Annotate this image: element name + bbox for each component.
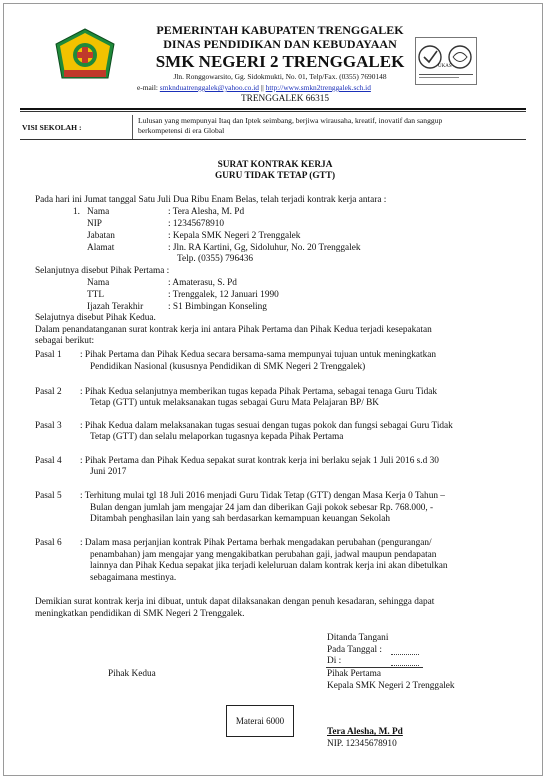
party1-jabatan-label: Jabatan [87,231,115,241]
contact-separator: || [260,83,264,92]
party2-ijazah-label: Ijazah Terakhir [87,302,144,312]
pasal-6-line-3: lainnya dan Pihak Kedua sepakat jika terjadi keleluruan dalam kontrak kerja ini akan dibetulkan [90,561,448,571]
sign-date-blank [391,654,419,655]
pasal-4-line-2: Juni 2017 [90,467,127,477]
pasal-5-label: Pasal 5 [35,491,62,501]
header-department: DINAS PENDIDIKAN DAN KEBUDAYAAN [163,37,397,51]
website-link[interactable]: http://www.smkn2trenggalek.sch.id [265,83,371,92]
sign-ditanda: Ditanda Tangani [327,633,389,643]
party1-phone: Telp. (0355) 796436 [177,254,254,264]
email-link[interactable]: smknduatrenggalek@yahoo.co.id [159,83,259,92]
sign-di: Di : [327,656,342,666]
letterhead-divider [20,108,526,110]
sign-pada-tanggal: Pada Tanggal : [327,645,382,655]
signer-name: Tera Alesha, M. Pd [327,727,403,737]
header-address: Jln. Ronggowarsito, Gg. Sidokmukti, No. 01, Telp/Fax. (0355) 7690148 [173,72,387,81]
pasal-5-line-3: Ditambah penghasilan lain yang sah berdasarkan kemampuan keuangan Sekolah [90,514,390,524]
party1-number: 1. [73,207,80,217]
closing-line-2: meningkatkan pendidikan di SMK Negeri 2 Trenggalek. [35,609,245,619]
party2-closing: Selajutnya disebut Pihak Kedua. [35,313,156,323]
visi-divider [132,115,134,139]
party1-jabatan-value: : Kepala SMK Negeri 2 Trenggalek [168,231,301,241]
party1-nip-value: : 12345678910 [168,219,225,229]
intro-text: Pada hari ini Jumat tanggal Satu Juli Dua Ribu Enam Belas, telah terjadi kontrak kerja antara : [35,195,387,205]
party2-name-value: : Amaterasu, S. Pd [168,278,237,288]
pasal-1-label: Pasal 1 [35,350,62,360]
certification-caption: UKAS [438,64,452,69]
pasal-2-line-1: : Pihak Kedua selanjutnya memberikan tugas kepada Pihak Pertama, sebagai tenaga Guru Tidak [80,387,438,397]
doc-subtitle: GURU TIDAK TETAP (GTT) [214,171,336,181]
school-logo-icon [55,28,115,84]
materai-label: Materai 6000 [235,716,285,726]
pasal-6-label: Pasal 6 [35,538,62,548]
pasal-2-label: Pasal 2 [35,387,62,397]
pasal-6-line-1: : Dalam masa perjanjian kontrak Pihak Pertama berhak mengadakan perubahan (pengurangan/ [80,538,432,548]
party1-alamat-label: Alamat [87,243,115,253]
header-city-zip: TRENGGALEK 66315 [240,94,330,104]
header-contact [137,83,371,92]
sign-place-blank [391,665,419,666]
party1-nip-label: NIP [87,219,102,229]
sign-jabatan: Kepala SMK Negeri 2 Trenggalek [327,681,455,691]
pasal-4-line-1: : Pihak Pertama dan Pihak Kedua sepakat surat kontrak kerja ini berlaku sejak 1 Juli 2016 s.d 30 [80,456,439,466]
pasal-3-line-1: : Pihak Kedua dalam melaksanakan tugas sesuai dengan tugas pokok dan fungsi sebagai Guru Tidak [80,421,453,431]
party2-ttl-value: : Trenggalek, 12 Januari 1990 [168,290,279,300]
header-government: PEMERINTAH KABUPATEN TRENGGALEK [156,23,404,37]
closing-line-1: Demikian surat kontrak kerja ini dibuat, untuk dapat dilaksanakan dengan penuh kesadaran, sehingga dapat [35,597,435,607]
signer-nip: NIP. 12345678910 [327,739,397,749]
agreement-intro-2: sebagai berikut: [35,336,95,346]
pasal-2-line-2: Tetap (GTT) untuk melaksanakan tugas sebagai Guru Mata Pelajaran BP/ BK [90,398,380,408]
materai-stamp-box [226,705,294,737]
certification-logo-icon [415,37,477,85]
visi-line-1: Lulusan yang mempunyai Itaq dan Iptek seimbang, berjiwa wirausaha, kreatif, inovatif dan sanggup [138,116,443,125]
party2-name-label: Nama [87,278,110,288]
pasal-4-label: Pasal 4 [35,456,62,466]
pasal-6-line-2: penambahan) jam mengajar yang mengakibatkan perubahan gaji, jadwal maupun pendapatan [90,550,437,560]
pasal-1-line-1: : Pihak Pertama dan Pihak Kedua secara bersama-sama mempunyai tujuan untuk meningkatkan [80,350,437,360]
visi-line-2: berkompetensi di era Global [138,126,225,135]
visi-label: VISI SEKOLAH : [22,123,82,132]
party2-ijazah-value: : S1 Bimbingan Konseling [168,302,267,312]
pasal-1-line-2: Pendidikan Nasional (kususnya Pendidikan di SMK Negeri 2 Trenggalek) [90,362,366,372]
agreement-intro-1: Dalam penandatanganan surat kontrak kerja ini antara Pihak Pertama dan Pihak Kedua terjadi kesepakatan [35,325,432,335]
pasal-6-line-4: sebagaimana mestinya. [90,573,177,583]
pasal-5-line-2: Bulan dengan jumlah jam mengajar 24 jam dan diberikan Gaji pokok sebesar Rp. 768.000, - [90,503,434,513]
header-school-name: SMK NEGERI 2 TRENGGALEK [155,52,405,71]
sign-pihak-pertama: Pihak Pertama [327,669,381,679]
visi-bottom-rule [20,139,526,140]
party1-alamat-value: : Jln. RA Kartini, Gg, Sidoluhur, No. 20 Trenggalek [168,243,361,253]
pasal-3-line-2: Tetap (GTT) dan selalu melaporkan tugasnya kepada Pihak Pertama [90,432,344,442]
sign-underline [326,667,423,668]
letterhead-divider-thin [20,111,526,112]
doc-title: SURAT KONTRAK KERJA [217,160,333,170]
email-label: e-mail: [137,83,158,92]
party2-ttl-label: TTL [87,290,105,300]
pasal-5-line-1: : Terhitung mulai tgl 18 Juli 2016 menjadi Guru Tidak Tetap (GTT) dengan Masa Kerja 0 Tahun – [80,491,445,501]
party1-name-value: : Tera Alesha, M. Pd [168,207,245,217]
pasal-3-label: Pasal 3 [35,421,62,431]
sign-pihak-kedua: Pihak Kedua [108,669,156,679]
party1-name-label: Nama [87,207,110,217]
party1-closing: Selanjutnya disebut Pihak Pertama : [35,266,170,276]
